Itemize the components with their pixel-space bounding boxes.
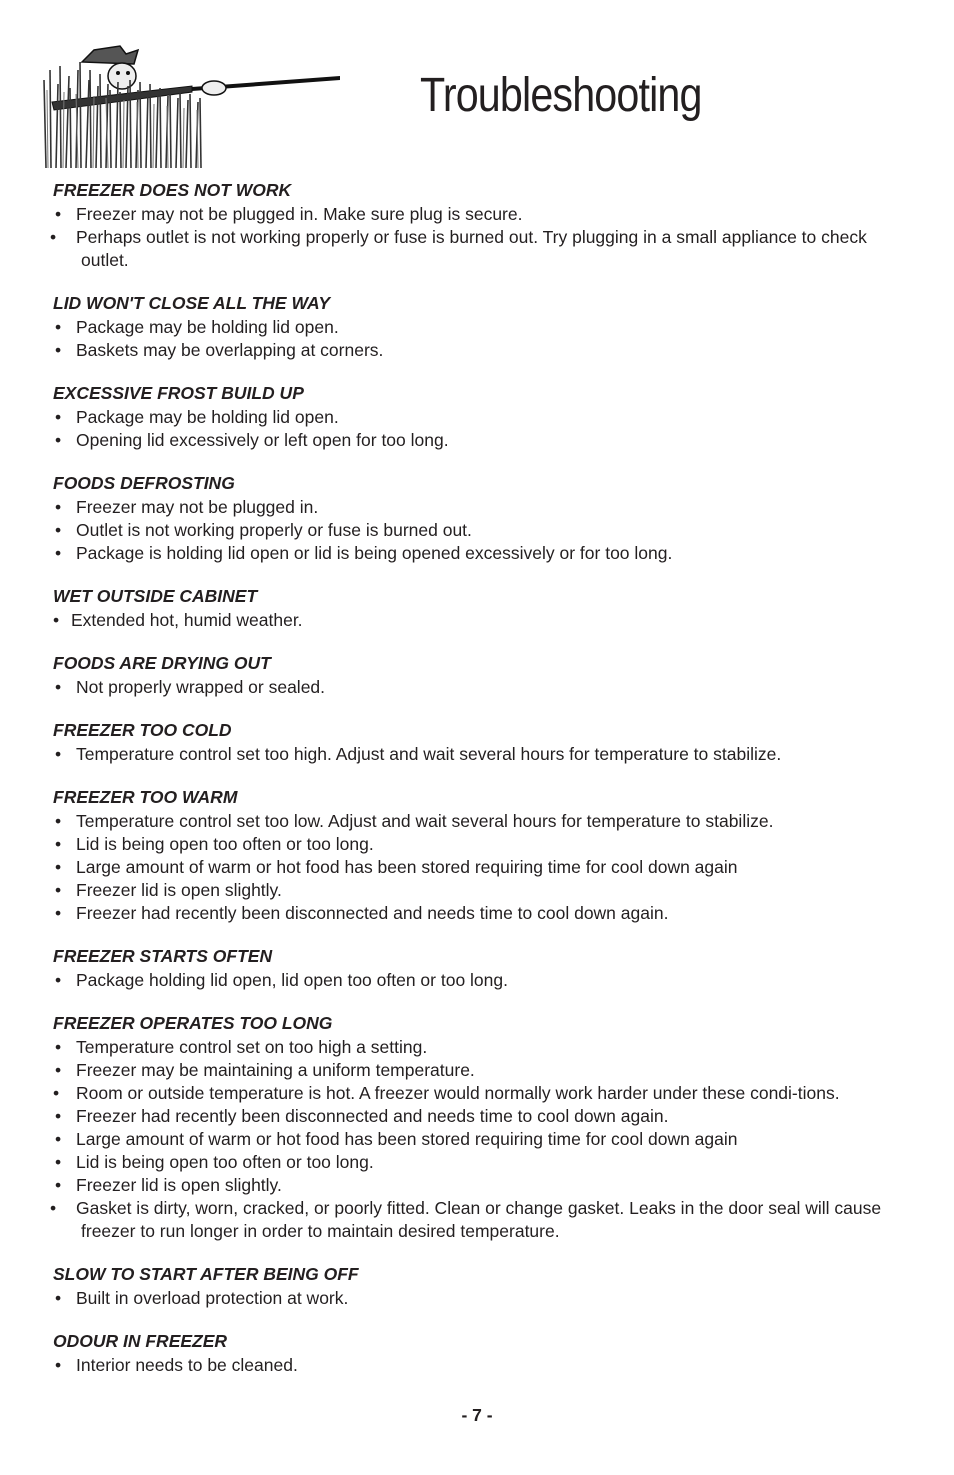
- list-item: • Freezer may be maintaining a uniform temperature.: [53, 1059, 908, 1082]
- section-heading: SLOW TO START AFTER BEING OFF: [53, 1264, 359, 1284]
- list-item: • Package is holding lid open or lid is being opened excessively or for too long.: [53, 542, 908, 565]
- section-freezer-does-not-work: [53, 178, 908, 272]
- list-item: • Freezer had recently been disconnected and needs time to cool down again.: [53, 1105, 908, 1128]
- section-heading: EXCESSIVE FROST BUILD UP: [53, 383, 304, 403]
- list-item: • Lid is being open too often or too long.: [53, 1151, 908, 1174]
- page-number: - 7 -: [461, 1405, 493, 1425]
- section-heading: FOODS ARE DRYING OUT: [53, 653, 271, 673]
- list-item: • Temperature control set on too high a setting.: [53, 1036, 908, 1059]
- list-item: • Package holding lid open, lid open too often or too long.: [53, 969, 908, 992]
- list-item: • Baskets may be overlapping at corners.: [53, 339, 908, 362]
- section-heading: ODOUR IN FREEZER: [53, 1331, 228, 1351]
- section-wet-outside-cabinet: [53, 584, 908, 632]
- section-heading: LID WON'T CLOSE ALL THE WAY: [53, 293, 331, 313]
- list-item: • Package may be holding lid open.: [53, 406, 908, 429]
- list-item: • Lid is being open too often or too long.: [53, 833, 908, 856]
- list-item: • Interior needs to be cleaned.: [53, 1354, 908, 1377]
- section-freezer-starts-often: [53, 944, 908, 992]
- list-item: • Freezer may not be plugged in. Make sure plug is secure.: [53, 203, 908, 226]
- troubleshooting-content: [53, 178, 908, 1396]
- section-heading: FREEZER STARTS OFTEN: [53, 946, 273, 966]
- list-item: • Freezer lid is open slightly.: [53, 1174, 908, 1197]
- list-item: • Room or outside temperature is hot. A freezer would normally work harder under these condi-tions.: [53, 1083, 840, 1103]
- list-item: • Outlet is not working properly or fuse is burned out.: [53, 519, 908, 542]
- list-item: • Built in overload protection at work.: [53, 1287, 908, 1310]
- section-heading: FOODS DEFROSTING: [53, 473, 235, 493]
- list-item: • Freezer may not be plugged in.: [53, 496, 908, 519]
- list-item: • Not properly wrapped or sealed.: [53, 676, 908, 699]
- section-heading: WET OUTSIDE CABINET: [53, 586, 258, 606]
- hunter-in-grass-illustration: [42, 40, 342, 168]
- list-item: • Package may be holding lid open.: [53, 316, 908, 339]
- section-heading: FREEZER OPERATES TOO LONG: [53, 1013, 333, 1033]
- section-lid-wont-close: [53, 291, 908, 362]
- list-item: • Freezer lid is open slightly.: [53, 879, 908, 902]
- section-heading: FREEZER TOO COLD: [53, 720, 232, 740]
- section-freezer-operates-too-long: [53, 1011, 908, 1243]
- list-item: • Temperature control set too low. Adjust and wait several hours for temperature to stabilize.: [53, 810, 908, 833]
- section-foods-drying-out: [53, 651, 908, 699]
- section-freezer-too-warm: [53, 785, 908, 925]
- list-item: • Extended hot, humid weather.: [53, 610, 303, 630]
- page-title: Troubleshooting: [420, 69, 702, 122]
- list-item: • Opening lid excessively or left open for too long.: [53, 429, 908, 452]
- list-item: • Perhaps outlet is not working properly or fuse is burned out. Try plugging in a small appliance to check outlet.: [53, 226, 908, 272]
- list-item: • Temperature control set too high. Adjust and wait several hours for temperature to stabilize.: [53, 743, 908, 766]
- section-odour-in-freezer: [53, 1329, 908, 1377]
- section-heading: FREEZER TOO WARM: [53, 787, 238, 807]
- list-item: • Gasket is dirty, worn, cracked, or poorly fitted. Clean or change gasket. Leaks in the door seal will cause freezer to run longer in order to maintain desired temperature.: [53, 1197, 908, 1243]
- list-item: • Freezer had recently been disconnected and needs time to cool down again.: [53, 902, 908, 925]
- section-excessive-frost: [53, 381, 908, 452]
- list-item: • Large amount of warm or hot food has been stored requiring time for cool down again: [53, 856, 908, 879]
- section-slow-to-start: [53, 1262, 908, 1310]
- list-item: • Large amount of warm or hot food has been stored requiring time for cool down again: [53, 1128, 908, 1151]
- section-freezer-too-cold: [53, 718, 908, 766]
- section-heading: FREEZER DOES NOT WORK: [53, 180, 292, 200]
- section-foods-defrosting: [53, 471, 908, 565]
